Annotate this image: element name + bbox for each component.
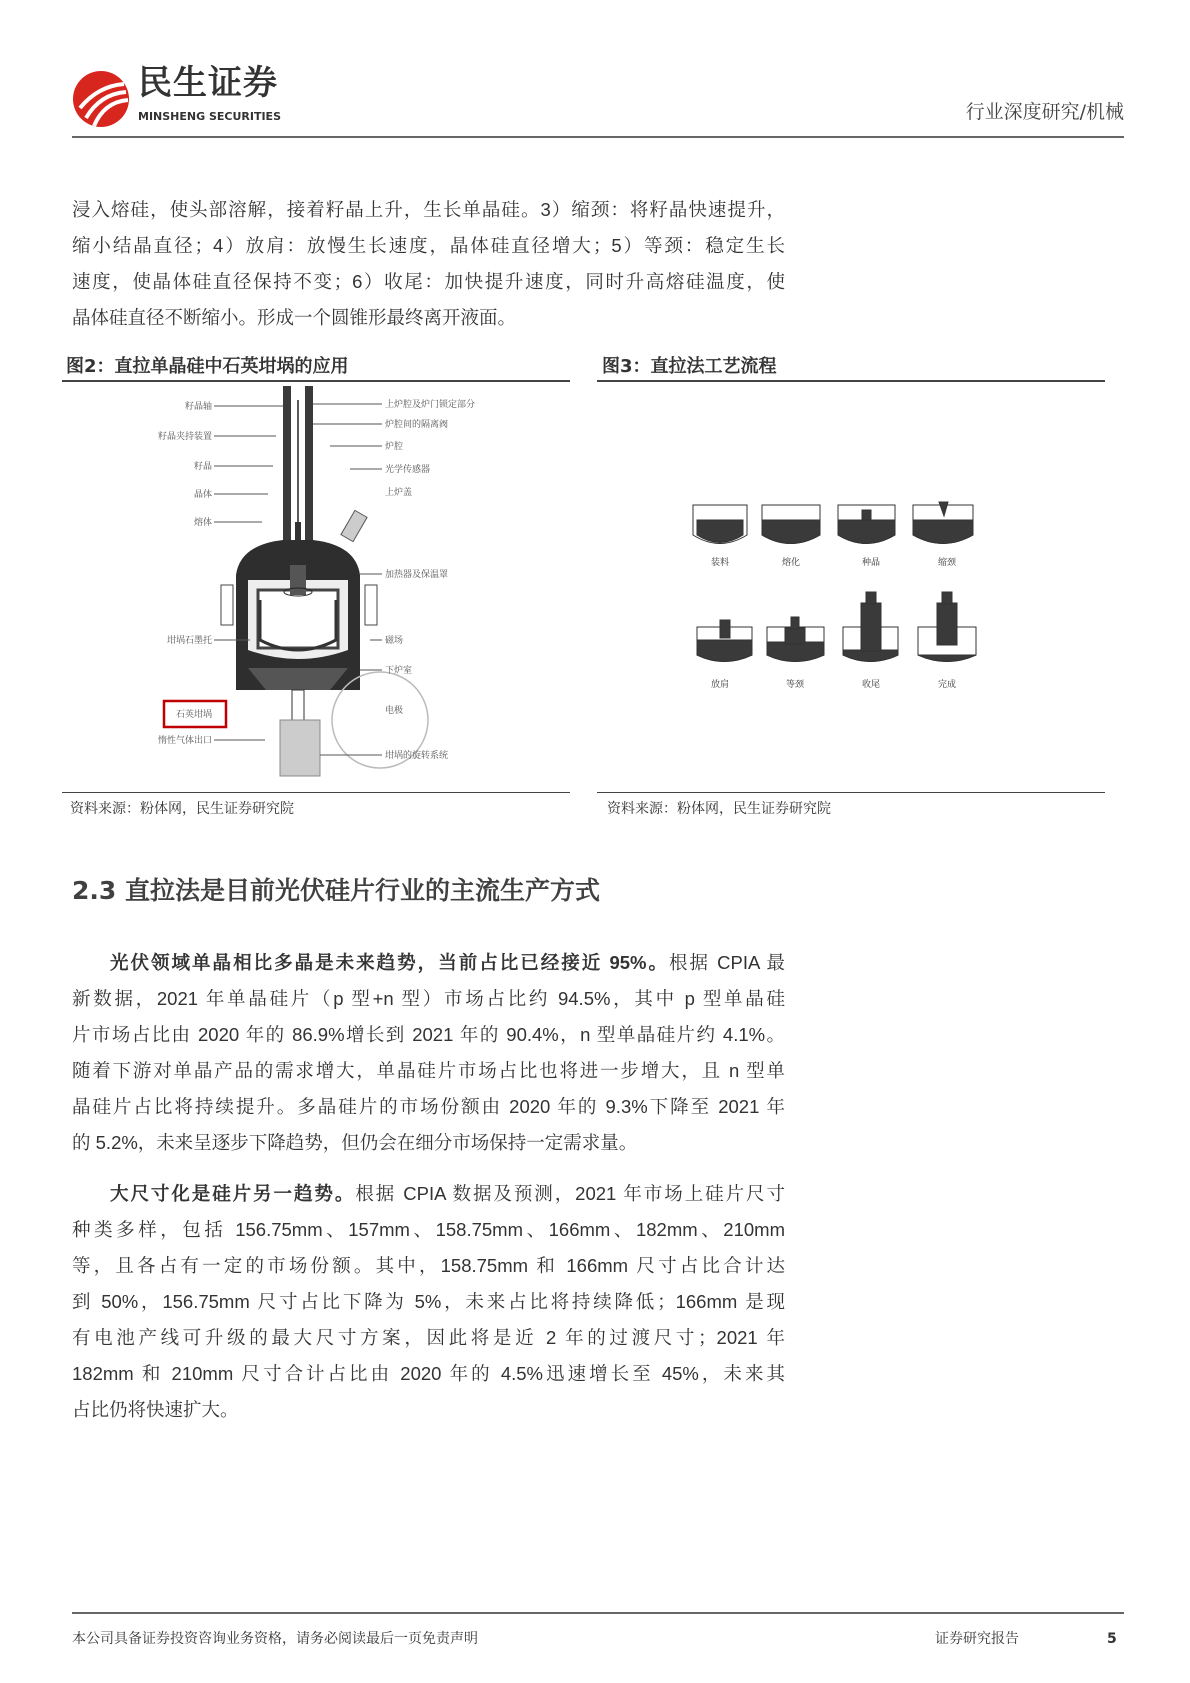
figure2-title-rule xyxy=(62,380,570,382)
fig2-label: 晶体 xyxy=(193,490,212,500)
p2-line: 占比仍将快速扩大。 xyxy=(72,1399,239,1420)
process-step-label: 完成 xyxy=(937,680,957,690)
process-step-label: 装料 xyxy=(710,558,730,568)
fig2-label-quartz-crucible: 石英坩埚 xyxy=(175,710,212,720)
process-step-label: 收尾 xyxy=(861,680,881,690)
p2-line: 种类多样，包括 156.75mm、157mm、158.75mm、166mm、182mm、210mm xyxy=(72,1219,785,1240)
fig2-label: 上炉盖 xyxy=(385,488,413,498)
fig2-label: 上炉腔及炉门锁定部分 xyxy=(385,400,476,410)
intro-line: 速度，使晶体硅直径保持不变；6）收尾：加快提升速度，同时升高熔硅温度，使 xyxy=(72,271,785,292)
p2-line: 根据 CPIA 数据及预测，2021 年市场上硅片尺寸 xyxy=(355,1183,785,1204)
fig2-label: 籽晶 xyxy=(193,462,212,472)
process-step-label: 放肩 xyxy=(710,680,730,690)
process-step-label: 等颈 xyxy=(785,680,805,690)
figure2-leader-lines xyxy=(214,404,382,755)
p1-line: 的 5.2%，未来呈逐步下降趋势，但仍会在细分市场保持一定需求量。 xyxy=(72,1132,638,1153)
quartz-crucible-highlight xyxy=(164,701,226,727)
p1-line: 片市场占比由 2020 年的 86.9%增长到 2021 年的 90.4%，n 型单晶硅片约 4.1%。 xyxy=(72,1024,785,1045)
p2-lead-sentence: 大尺寸化是硅片另一趋势。 xyxy=(110,1183,356,1204)
intro-line: 缩小结晶直径；4）放肩：放慢生长速度，晶体硅直径增大；5）等颈：稳定生长 xyxy=(72,235,785,256)
figure2-source: 资料来源：粉体网，民生证券研究院 xyxy=(70,801,294,817)
fig2-label: 坩埚石墨托 xyxy=(166,636,212,646)
figure2-bottom-rule xyxy=(62,792,570,793)
fig2-label: 坩埚的旋转系统 xyxy=(385,751,449,761)
figure3-title: 图3：直拉法工艺流程 xyxy=(602,356,777,377)
p2-line: 到 50%，156.75mm 尺寸占比下降为 5%，未来占比将持续降低；166mm 是现 xyxy=(72,1291,785,1312)
footer-label: 证券研究报告 xyxy=(935,1631,1019,1647)
process-step-label: 缩颈 xyxy=(937,558,957,568)
section-heading: 2.3 直拉法是目前光伏硅片行业的主流生产方式 xyxy=(72,876,600,905)
p2-line: 182mm 和 210mm 尺寸合计占比由 2020 年的 4.5%迅速增长至 45%，未来其 xyxy=(72,1363,785,1384)
figure3-bottom-rule xyxy=(597,792,1105,793)
minsheng-logo-icon xyxy=(72,68,130,130)
figure3-source: 资料来源：粉体网，民生证券研究院 xyxy=(607,801,831,817)
report-category: 行业深度研究/机械 xyxy=(965,101,1124,123)
fig2-label: 熔体 xyxy=(193,518,212,528)
p1-lead-sentence: 光伏领域单晶相比多晶是未来趋势，当前占比已经接近 95%。 xyxy=(110,952,669,973)
czochralski-process-diagram xyxy=(693,502,976,662)
logo-text-en: MINSHENG SECURITIES xyxy=(138,110,281,123)
page-number: 5 xyxy=(1107,1631,1117,1647)
footer-disclaimer: 本公司具备证券投资咨询业务资格，请务必阅读最后一页免责声明 xyxy=(72,1631,478,1647)
p1-line: 晶硅片占比将持续提升。多晶硅片的市场份额由 2020 年的 9.3%下降至 2021 年 xyxy=(72,1096,785,1117)
p1-line: 随着下游对单晶产品的需求增大，单晶硅片市场占比也将进一步增大，且 n 型单 xyxy=(72,1060,785,1081)
fig2-label: 炉腔间的隔离阀 xyxy=(385,420,449,430)
footer-divider xyxy=(72,1612,1124,1614)
fig2-label: 惰性气体出口 xyxy=(157,736,212,746)
fig2-label: 加热器及保温罩 xyxy=(385,570,449,580)
header-divider xyxy=(72,136,1124,138)
fig2-label: 磁场 xyxy=(385,636,404,646)
figure3-title-rule xyxy=(597,380,1105,382)
process-step-label: 种晶 xyxy=(861,558,881,568)
fig2-label: 光学传感器 xyxy=(385,465,431,475)
logo-text-cn: 民生证券 xyxy=(138,63,278,103)
p1-line: 根据 CPIA 最 xyxy=(669,952,785,973)
fig2-label: 下炉室 xyxy=(385,666,413,676)
fig2-label: 籽晶轴 xyxy=(184,402,212,412)
fig2-label: 电极 xyxy=(385,706,404,716)
p2-line: 等，且各占有一定的市场份额。其中，158.75mm 和 166mm 尺寸占比合计达 xyxy=(72,1255,785,1276)
process-step-label: 熔化 xyxy=(781,558,801,568)
intro-line: 浸入熔硅，使头部溶解，接着籽晶上升，生长单晶硅。3）缩颈：将籽晶快速提升， xyxy=(72,199,785,220)
p2-line: 有电池产线可升级的最大尺寸方案，因此将是近 2 年的过渡尺寸；2021 年 xyxy=(72,1327,785,1348)
fig2-label: 炉腔 xyxy=(385,442,404,452)
fig2-label: 籽晶夹持装置 xyxy=(157,432,212,442)
intro-line: 晶体硅直径不断缩小。形成一个圆锥形最终离开液面。 xyxy=(72,307,517,328)
figure2-title: 图2：直拉单晶硅中石英坩埚的应用 xyxy=(66,356,349,377)
p1-line: 新数据，2021 年单晶硅片（p 型+n 型）市场占比约 94.5%，其中 p 型单晶硅 xyxy=(72,988,785,1009)
